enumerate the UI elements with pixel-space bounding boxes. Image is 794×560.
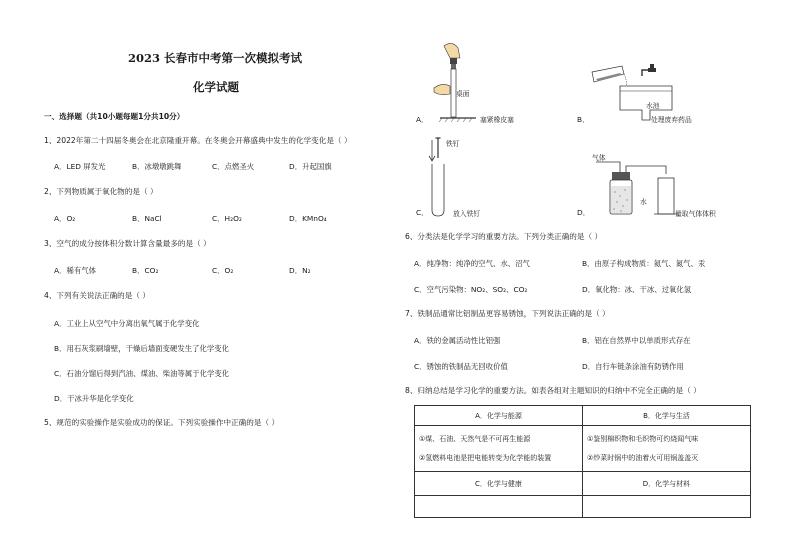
q7-option-a: A．铁的金属活动性比铝强: [414, 336, 501, 345]
table-cell-b: [583, 426, 751, 472]
q2-option-d: D．KMnO₄: [289, 214, 327, 223]
table-header-b: B．化学与生活: [583, 406, 751, 426]
q5-fig-d-water-label: 水: [640, 198, 647, 206]
q6-option-b: B．由原子构成物质：氦气、氮气、汞: [582, 259, 706, 268]
q6-option-a: A．纯净物：纯净的空气、水、沼气: [414, 259, 530, 268]
q4-stem: 4、下列有关说法正确的是（ ）: [44, 291, 150, 300]
q4-option-d: D．干冰升华是化学变化: [54, 394, 134, 403]
q5-fig-c-nail-label: 铁钉: [446, 140, 460, 148]
q5-fig-d-caption: 量取气体体积: [675, 210, 716, 218]
q1-option-c: C．点燃圣火: [212, 162, 255, 171]
q5-stem: 5、规范的实验操作是实验成功的保证。下列实验操作中正确的是（ ）: [44, 418, 280, 427]
table-cell-b-line1: ①鉴别棉织物和毛织物可灼烧闻气味: [587, 435, 699, 443]
exam-subtitle: 化学试题: [193, 80, 239, 94]
q5-fig-a-table-label: 桌面: [456, 90, 470, 98]
q7-option-c: C．锈蚀的铁制品无回收价值: [414, 362, 508, 371]
table-cell-a: [415, 426, 583, 472]
q3-option-b: B．CO₂: [132, 266, 159, 275]
q4-option-b: B．用石灰浆刷墙壁，干燥后墙面变硬发生了化学变化: [54, 344, 230, 353]
q2-option-a: A．O₂: [54, 214, 76, 223]
q7-option-d: D．自行车链条涂油有防锈作用: [582, 362, 684, 371]
table-header-c: C．化学与健康: [415, 472, 583, 496]
table-cell-b-line2: ②炒菜时锅中的油着火可用锅盖盖灭: [587, 454, 699, 462]
q4-option-a: A．工业上从空气中分离出氧气属于化学变化: [54, 319, 200, 328]
q4-option-c: C．石油分馏后得到汽油、煤油、柴油等属于化学变化: [54, 369, 230, 378]
table-cell-d: [583, 496, 751, 518]
q6-option-c: C．空气污染物：NO₂、SO₂、CO₂: [414, 285, 528, 294]
q2-stem: 2、下列物质属于氧化物的是（ ）: [44, 187, 158, 196]
q5-fig-c-label: C．: [416, 208, 429, 217]
exam-title: 2023 长春市中考第一次模拟考试: [128, 51, 303, 65]
q5-fig-b-caption: 处理废弃药品: [651, 116, 692, 124]
q3-option-d: D．N₂: [289, 266, 311, 275]
q6-option-d: D．氧化物：冰、干冰、过氧化氢: [582, 285, 692, 294]
table-header-d: D．化学与材料: [583, 472, 751, 496]
table-cell-c: [415, 496, 583, 518]
q1-option-a: A．LED 屏发光: [54, 162, 106, 171]
test-tube-stopper-figure: [430, 40, 480, 124]
table-cell-a-line1: ①煤、石油、天然气是不可再生能源: [419, 435, 531, 443]
q5-fig-b-sink-label: 水池: [646, 102, 660, 110]
q3-option-a: A．稀有气体: [54, 266, 97, 275]
summary-table: [414, 405, 751, 518]
q5-fig-a-label: A．: [416, 115, 429, 124]
q1-option-b: B．冰墩墩跳舞: [132, 162, 182, 171]
q2-option-c: C．H₂O₂: [212, 214, 242, 223]
q1-stem: 1、2022年第二十四届冬奥会在北京隆重开幕。在冬奥会开幕盛典中发生的化学变化是（ ）: [44, 136, 352, 145]
q3-stem: 3、空气的成分按体积分数计算含量最多的是（ ）: [44, 239, 211, 248]
gas-volume-apparatus-figure: [596, 152, 686, 218]
q5-fig-c-caption: 放入铁钉: [453, 210, 481, 218]
q7-stem: 7、铁制品通常比铝制品更容易锈蚀，下列说法正确的是（ ）: [405, 309, 610, 318]
q5-fig-d-label: D．: [577, 208, 591, 217]
q3-option-c: C．O₂: [212, 266, 234, 275]
table-cell-a-line2: ②氢燃料电池是把电能转变为化学能的装置: [419, 454, 552, 462]
q5-fig-d-gas-label: 气体: [592, 154, 606, 162]
q8-stem: 8、归纳总结是学习化学的重要方法。如表各组对主题知识的归纳中不完全正确的是（ ）: [405, 386, 701, 395]
q5-fig-b-label: B．: [577, 115, 590, 124]
q6-stem: 6、分类法是化学学习的重要方法。下列分类正确的是（ ）: [405, 232, 603, 241]
table-header-a: A．化学与能源: [415, 406, 583, 426]
q1-option-d: D．升起国旗: [289, 162, 332, 171]
section-heading: 一、选择题（共10小题每题1分共10分）: [44, 112, 185, 121]
q7-option-b: B．铝在自然界中以单质形式存在: [582, 336, 691, 345]
q2-option-b: B．NaCl: [132, 214, 162, 223]
q5-fig-a-caption: 塞紧橡皮塞: [480, 116, 514, 124]
